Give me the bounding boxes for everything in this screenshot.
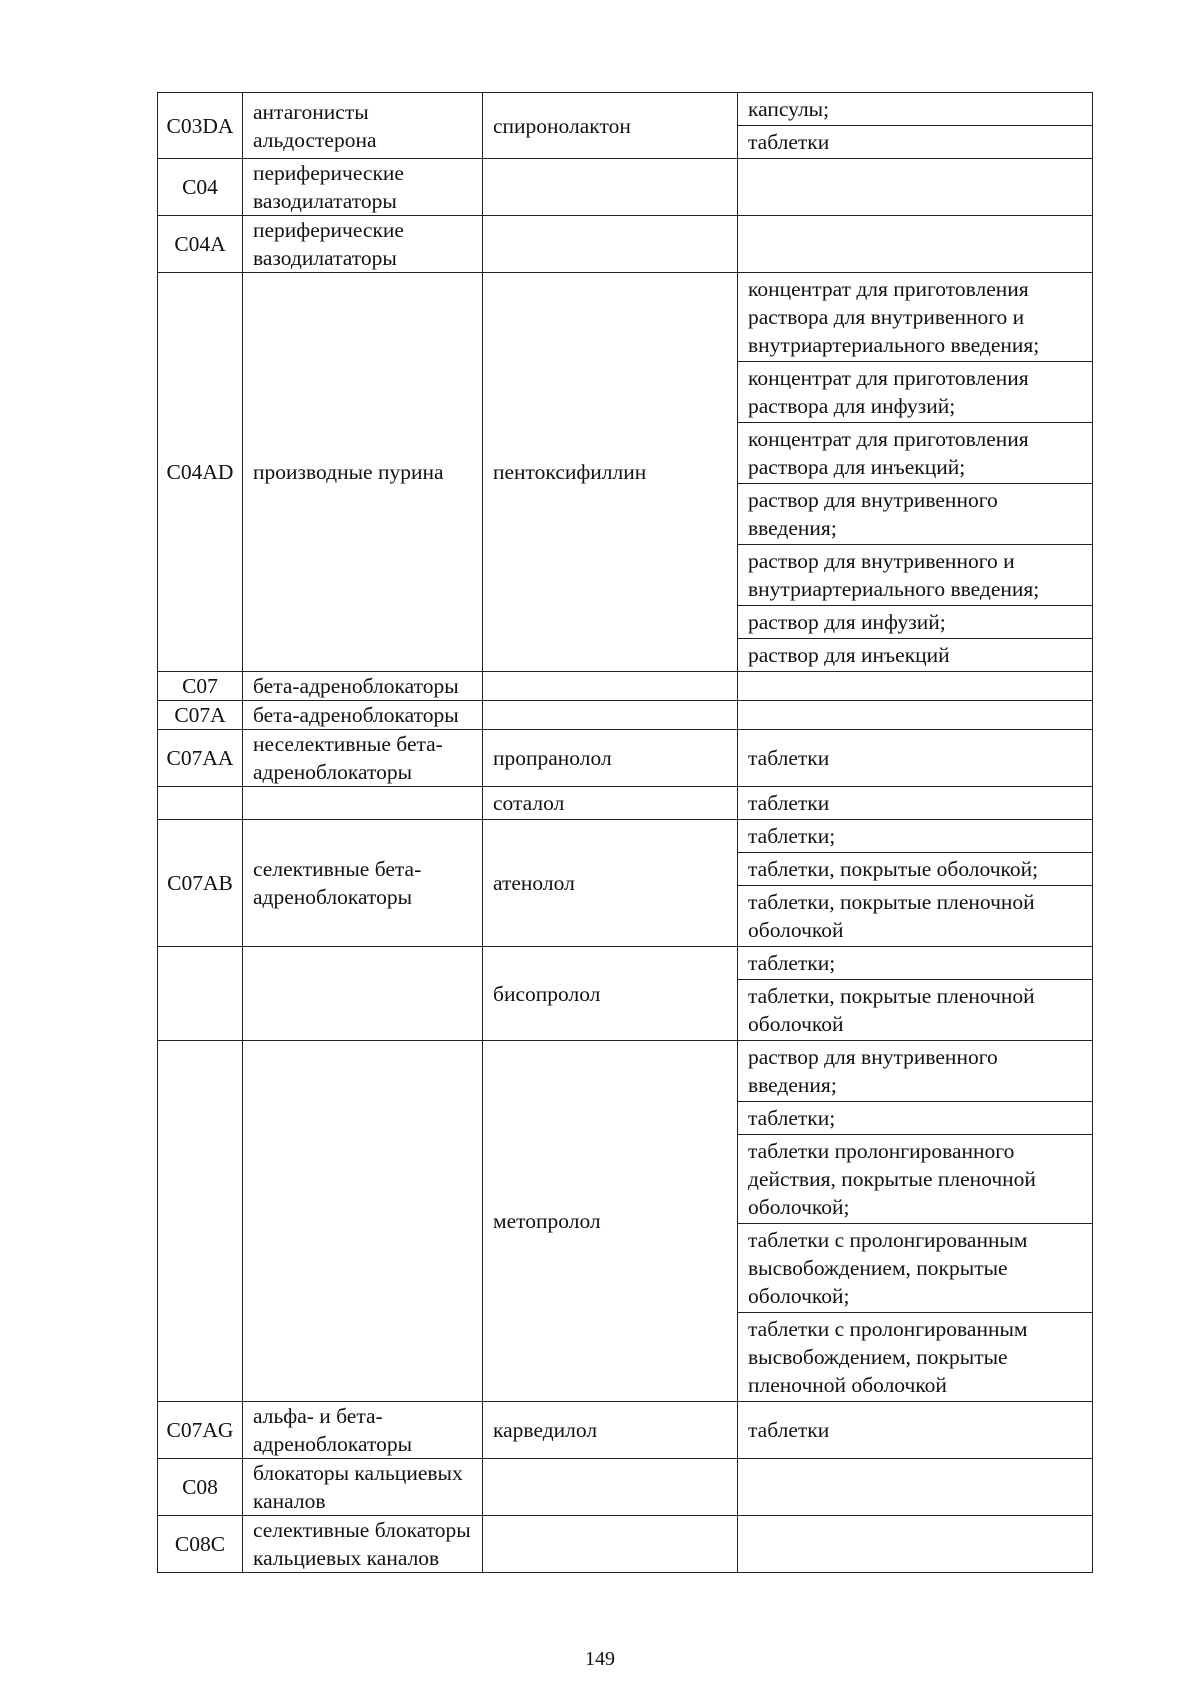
dosage-form-cell: концентрат для приготовления раствора для инфузий;	[738, 362, 1093, 423]
group-cell: блокаторы кальциевых каналов	[243, 1459, 483, 1516]
table-row	[158, 672, 1093, 701]
drug-cell: соталол	[483, 787, 738, 820]
dosage-form-cell	[738, 216, 1093, 273]
dosage-form-cell	[738, 159, 1093, 216]
code-cell: C07A	[158, 701, 243, 730]
table-row	[158, 947, 1093, 980]
table-row	[158, 159, 1093, 216]
dosage-form-cell: концентрат для приготовления раствора для инъекций;	[738, 423, 1093, 484]
group-cell: бета-адреноблокаторы	[243, 672, 483, 701]
drug-cell: пентоксифиллин	[483, 273, 738, 672]
dosage-form-cell: таблетки, покрытые пленочной оболочкой	[738, 980, 1093, 1041]
dosage-form-cell: раствор для внутривенного введения;	[738, 484, 1093, 545]
dosage-form-cell: таблетки	[738, 126, 1093, 159]
page-number: 149	[585, 1648, 615, 1670]
group-cell: бета-адреноблокаторы	[243, 701, 483, 730]
table-row	[158, 1041, 1093, 1102]
group-cell: периферические вазодилататоры	[243, 159, 483, 216]
drug-cell	[483, 1459, 738, 1516]
table-row	[158, 1402, 1093, 1459]
group-cell: селективные блокаторы кальциевых каналов	[243, 1516, 483, 1573]
dosage-form-cell: раствор для внутривенного и внутриартериального введения;	[738, 545, 1093, 606]
dosage-form-cell	[738, 1459, 1093, 1516]
dosage-form-cell: таблетки пролонгированного действия, покрытые пленочной оболочкой;	[738, 1135, 1093, 1224]
code-cell	[158, 947, 243, 1041]
code-cell: C08	[158, 1459, 243, 1516]
table-row	[158, 1516, 1093, 1573]
drug-cell: спиронолактон	[483, 93, 738, 159]
code-cell: C03DA	[158, 93, 243, 159]
dosage-form-cell	[738, 1516, 1093, 1573]
dosage-form-cell: таблетки с пролонгированным высвобождением, покрытые пленочной оболочкой	[738, 1313, 1093, 1402]
table-row	[158, 701, 1093, 730]
dosage-form-cell: раствор для инъекций	[738, 639, 1093, 672]
group-cell	[243, 1041, 483, 1402]
dosage-form-cell: раствор для внутривенного введения;	[738, 1041, 1093, 1102]
group-cell: селективные бета-адреноблокаторы	[243, 820, 483, 947]
drug-cell: пропранолол	[483, 730, 738, 787]
group-cell	[243, 947, 483, 1041]
code-cell: C08C	[158, 1516, 243, 1573]
drug-cell: бисопролол	[483, 947, 738, 1041]
dosage-form-cell: таблетки	[738, 787, 1093, 820]
dosage-form-cell: таблетки;	[738, 1102, 1093, 1135]
drug-cell	[483, 672, 738, 701]
drug-cell: метопролол	[483, 1041, 738, 1402]
drug-cell	[483, 159, 738, 216]
drug-cell	[483, 1516, 738, 1573]
code-cell	[158, 787, 243, 820]
code-cell: C04	[158, 159, 243, 216]
table-row	[158, 1459, 1093, 1516]
dosage-form-cell: таблетки	[738, 1402, 1093, 1459]
code-cell: C07AA	[158, 730, 243, 787]
code-cell: C07	[158, 672, 243, 701]
code-cell: C07AG	[158, 1402, 243, 1459]
drug-cell	[483, 216, 738, 273]
dosage-form-cell: таблетки	[738, 730, 1093, 787]
dosage-form-cell	[738, 672, 1093, 701]
dosage-form-cell	[738, 701, 1093, 730]
drug-cell: карведилол	[483, 1402, 738, 1459]
table-row	[158, 820, 1093, 853]
atc-drug-table	[157, 92, 1093, 1573]
dosage-form-cell: концентрат для приготовления раствора для внутривенного и внутриартериального введения;	[738, 273, 1093, 362]
dosage-form-cell: таблетки;	[738, 820, 1093, 853]
code-cell	[158, 1041, 243, 1402]
code-cell: C04AD	[158, 273, 243, 672]
dosage-form-cell: раствор для инфузий;	[738, 606, 1093, 639]
group-cell	[243, 787, 483, 820]
group-cell: периферические вазодилататоры	[243, 216, 483, 273]
table-body	[158, 93, 1093, 1573]
table-row	[158, 730, 1093, 787]
group-cell: производные пурина	[243, 273, 483, 672]
dosage-form-cell: таблетки с пролонгированным высвобождением, покрытые оболочкой;	[738, 1224, 1093, 1313]
table-row	[158, 93, 1093, 126]
group-cell: антагонисты альдостерона	[243, 93, 483, 159]
table-row	[158, 216, 1093, 273]
dosage-form-cell: таблетки, покрытые оболочкой;	[738, 853, 1093, 886]
dosage-form-cell: таблетки;	[738, 947, 1093, 980]
group-cell: альфа- и бета-адреноблокаторы	[243, 1402, 483, 1459]
table-row	[158, 787, 1093, 820]
dosage-form-cell: таблетки, покрытые пленочной оболочкой	[738, 886, 1093, 947]
group-cell: неселективные бета-адреноблокаторы	[243, 730, 483, 787]
drug-cell: атенолол	[483, 820, 738, 947]
drug-cell	[483, 701, 738, 730]
dosage-form-cell: капсулы;	[738, 93, 1093, 126]
code-cell: C07AB	[158, 820, 243, 947]
table-row	[158, 273, 1093, 362]
code-cell: C04A	[158, 216, 243, 273]
